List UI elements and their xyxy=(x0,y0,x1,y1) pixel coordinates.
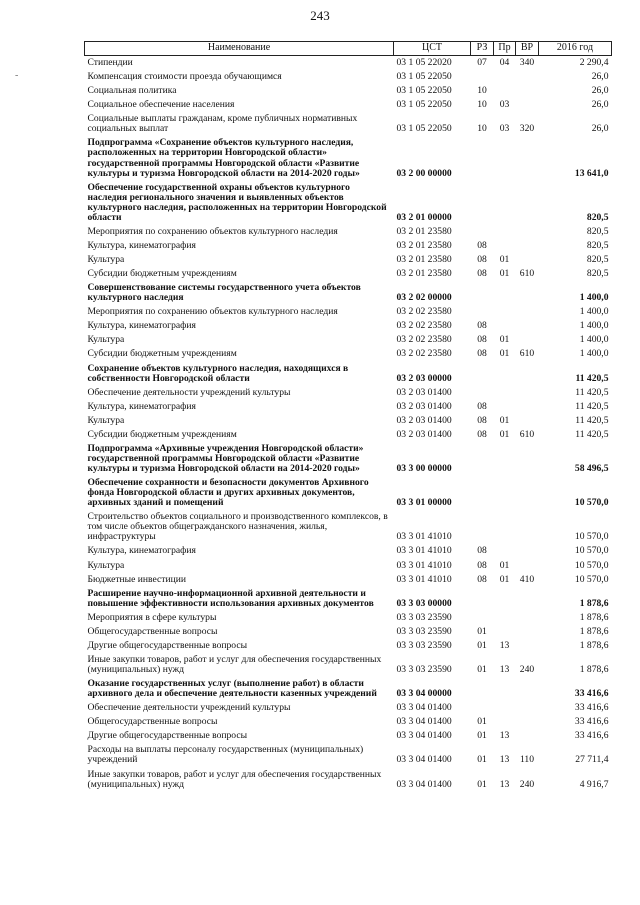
row-vr xyxy=(516,84,539,98)
page-number: 243 xyxy=(310,8,330,23)
row-vr xyxy=(516,333,539,347)
row-pr xyxy=(494,715,516,729)
row-pr xyxy=(494,677,516,701)
table-row xyxy=(85,625,612,639)
row-code: 03 2 01 23580 xyxy=(396,239,452,251)
table-row xyxy=(85,587,612,611)
row-amount: 11 420,5 xyxy=(575,372,609,384)
row-code: 03 3 01 00000 xyxy=(396,497,452,509)
row-amount: 26,0 xyxy=(591,85,609,97)
row-code: 03 3 03 23590 xyxy=(396,611,452,623)
row-pr xyxy=(494,400,516,414)
table-row xyxy=(85,70,612,84)
table-row xyxy=(85,225,612,239)
row-pr xyxy=(494,701,516,715)
row-amount: 11 420,5 xyxy=(575,414,609,426)
row-code: 03 3 01 41010 xyxy=(396,559,452,571)
row-vr xyxy=(516,729,539,743)
row-name: Обеспечение деятельности учреждений культуры xyxy=(87,702,291,714)
row-name: Обеспечение сохранности и безопасности документов Архивного фонда Новгородской области и других архивных документов, архивных зданий и помещений xyxy=(87,477,369,509)
row-code: 03 1 05 22050 xyxy=(396,123,452,135)
row-vr xyxy=(516,136,539,180)
row-rz xyxy=(471,281,494,305)
table-row xyxy=(85,544,612,558)
row-rz xyxy=(471,225,494,239)
row-amount: 820,5 xyxy=(586,239,609,251)
row-name: Иные закупки товаров, работ и услуг для обеспечения государственных (муниципальных) нужд xyxy=(87,768,382,790)
row-vr xyxy=(516,544,539,558)
row-amount: 26,0 xyxy=(591,99,609,111)
row-vr xyxy=(516,639,539,653)
row-pr xyxy=(494,625,516,639)
row-code: 03 3 04 01400 xyxy=(396,778,452,790)
row-name: Компенсация стоимости проезда обучающимся xyxy=(87,71,282,83)
table-row xyxy=(85,253,612,267)
row-code: 03 2 03 01400 xyxy=(396,386,452,398)
table-row xyxy=(85,701,612,715)
row-pr: 01 xyxy=(499,334,510,346)
table-row xyxy=(85,84,612,98)
table-row xyxy=(85,768,612,792)
row-rz: 01 xyxy=(477,625,487,637)
row-rz: 08 xyxy=(477,545,487,557)
row-vr xyxy=(516,611,539,625)
row-rz: 10 xyxy=(477,123,487,135)
table-row xyxy=(85,573,612,587)
row-amount: 820,5 xyxy=(586,211,609,223)
row-name: Социальные выплаты гражданам, кроме публичных нормативных социальных выплат xyxy=(87,113,358,135)
row-pr: 03 xyxy=(499,123,510,135)
row-rz: 08 xyxy=(477,320,487,332)
row-rz: 08 xyxy=(477,334,487,346)
row-vr: 610 xyxy=(519,268,535,280)
row-vr xyxy=(516,253,539,267)
row-rz: 08 xyxy=(477,414,487,426)
table-row xyxy=(85,715,612,729)
row-pr: 01 xyxy=(499,559,510,571)
row-vr xyxy=(516,305,539,319)
row-vr xyxy=(516,559,539,573)
row-rz: 08 xyxy=(477,268,487,280)
row-rz xyxy=(471,305,494,319)
row-pr xyxy=(494,225,516,239)
row-code: 03 3 04 01400 xyxy=(396,754,452,766)
table-row xyxy=(85,559,612,573)
row-pr: 04 xyxy=(499,57,510,68)
row-code: 03 2 03 00000 xyxy=(396,372,452,384)
table-row xyxy=(85,362,612,386)
row-rz xyxy=(471,362,494,386)
table-row xyxy=(85,743,612,767)
row-pr xyxy=(494,544,516,558)
row-code: 03 1 05 22050 xyxy=(396,85,452,97)
margin-mark: - xyxy=(15,70,19,81)
row-pr: 01 xyxy=(499,573,510,585)
row-vr xyxy=(516,181,539,225)
row-pr: 13 xyxy=(499,778,510,790)
row-code: 03 1 05 22050 xyxy=(396,71,452,83)
row-pr xyxy=(494,181,516,225)
row-vr xyxy=(516,362,539,386)
row-pr: 03 xyxy=(499,99,510,111)
table-row xyxy=(85,267,612,281)
table-row xyxy=(85,112,612,136)
row-amount: 1 878,6 xyxy=(579,639,609,651)
table-body xyxy=(85,56,612,792)
row-rz: 01 xyxy=(477,664,487,675)
row-rz: 08 xyxy=(477,254,487,265)
table-row xyxy=(85,677,612,701)
row-pr xyxy=(494,442,516,476)
header-pr: Пр xyxy=(494,42,516,56)
row-amount: 1 400,0 xyxy=(579,320,609,332)
row-amount: 4 916,7 xyxy=(579,778,609,790)
row-name: Бюджетные инвестиции xyxy=(87,573,186,585)
table-row xyxy=(85,56,612,71)
row-rz: 01 xyxy=(477,778,487,790)
row-amount: 10 570,0 xyxy=(574,545,609,557)
row-vr xyxy=(516,701,539,715)
row-name: Стипендии xyxy=(87,57,133,68)
row-amount: 33 416,6 xyxy=(574,730,609,742)
row-name: Другие общегосударственные вопросы xyxy=(87,639,248,651)
row-rz: 10 xyxy=(477,99,487,111)
row-code: 03 2 01 00000 xyxy=(396,211,452,223)
row-vr xyxy=(516,442,539,476)
row-rz xyxy=(471,386,494,400)
row-code: 03 3 01 41010 xyxy=(396,531,452,543)
table-row xyxy=(85,414,612,428)
row-code: 03 3 04 01400 xyxy=(396,702,452,714)
row-rz xyxy=(471,181,494,225)
row-pr xyxy=(494,70,516,84)
row-name: Культура, кинематография xyxy=(87,545,196,557)
row-code: 03 2 01 23580 xyxy=(396,225,452,237)
row-name: Культура xyxy=(87,254,125,265)
row-vr xyxy=(516,715,539,729)
table-row xyxy=(85,98,612,112)
row-name: Социальное обеспечение населения xyxy=(87,99,235,111)
row-code: 03 2 01 23580 xyxy=(396,268,452,280)
row-pr: 01 xyxy=(499,348,510,360)
row-amount: 27 711,4 xyxy=(575,754,609,766)
row-name: Совершенствование системы государственного учета объектов культурного наследия xyxy=(87,282,361,304)
table-row xyxy=(85,281,612,305)
budget-table xyxy=(84,41,612,792)
row-name: Культура, кинематография xyxy=(87,320,196,332)
table-row xyxy=(85,347,612,361)
row-amount: 1 878,6 xyxy=(579,664,609,675)
row-vr: 240 xyxy=(519,664,535,675)
table-row xyxy=(85,510,612,544)
table-row xyxy=(85,305,612,319)
row-code: 03 3 04 01400 xyxy=(396,716,452,728)
row-amount: 11 420,5 xyxy=(575,386,609,398)
row-pr xyxy=(494,587,516,611)
row-rz xyxy=(471,510,494,544)
row-vr: 610 xyxy=(519,348,535,360)
row-amount: 33 416,6 xyxy=(574,688,609,700)
row-name: Расширение научно-информационной архивной деятельности и повышение эффективности использования архивных документов xyxy=(87,587,374,609)
row-rz xyxy=(471,476,494,510)
row-rz: 01 xyxy=(477,639,487,651)
row-amount: 10 570,0 xyxy=(574,497,609,509)
row-pr: 13 xyxy=(499,730,510,742)
row-pr xyxy=(494,611,516,625)
table-row xyxy=(85,239,612,253)
row-rz: 08 xyxy=(477,428,487,440)
table-row xyxy=(85,611,612,625)
row-name: Иные закупки товаров, работ и услуг для обеспечения государственных (муниципальных) нужд xyxy=(87,653,382,675)
row-pr xyxy=(494,319,516,333)
row-name: Подпрограмма «Архивные учреждения Новгородской области» государственной программы Новгородской области «Развитие культуры и туризма Новгородской области на 2014-2020 годы» xyxy=(87,442,364,474)
row-amount: 1 400,0 xyxy=(579,348,609,360)
row-rz xyxy=(471,701,494,715)
row-code: 03 2 00 00000 xyxy=(396,167,452,179)
header-code: ЦСТ xyxy=(394,42,471,56)
row-pr: 01 xyxy=(499,254,510,265)
row-vr xyxy=(516,587,539,611)
row-rz: 01 xyxy=(477,754,487,766)
row-rz: 08 xyxy=(477,400,487,412)
row-name: Подпрограмма «Сохранение объектов культурного наследия, расположенных на территории Новгородской области» государственной программы Новгородской области «Развитие культуры и туризма Новгородской области на 2014-2020 годы» xyxy=(87,137,360,179)
row-rz xyxy=(471,587,494,611)
row-name: Культура, кинематография xyxy=(87,400,196,412)
row-pr xyxy=(494,281,516,305)
row-amount: 10 570,0 xyxy=(574,573,609,585)
row-rz xyxy=(471,611,494,625)
table-row xyxy=(85,639,612,653)
row-name: Культура xyxy=(87,414,125,426)
row-code: 03 2 03 01400 xyxy=(396,428,452,440)
row-vr xyxy=(516,281,539,305)
row-vr xyxy=(516,677,539,701)
row-amount: 820,5 xyxy=(586,254,609,265)
row-amount: 26,0 xyxy=(591,71,609,83)
row-name: Общегосударственные вопросы xyxy=(87,625,218,637)
row-code: 03 2 03 01400 xyxy=(396,414,452,426)
row-name: Культура xyxy=(87,334,125,346)
row-amount: 820,5 xyxy=(586,268,609,280)
row-amount: 10 570,0 xyxy=(574,531,609,543)
row-code: 03 2 02 00000 xyxy=(396,292,452,304)
row-amount: 1 400,0 xyxy=(579,306,609,318)
row-pr xyxy=(494,84,516,98)
row-rz: 10 xyxy=(477,85,487,97)
row-vr: 110 xyxy=(519,754,535,766)
row-code: 03 2 02 23580 xyxy=(396,320,452,332)
header-vr: ВР xyxy=(516,42,539,56)
table-row xyxy=(85,333,612,347)
row-pr: 01 xyxy=(499,268,510,280)
row-pr: 13 xyxy=(499,754,510,766)
row-code: 03 2 02 23580 xyxy=(396,348,452,360)
table-row xyxy=(85,428,612,442)
row-vr: 320 xyxy=(519,123,535,135)
row-code: 03 2 01 23580 xyxy=(396,254,452,265)
row-rz xyxy=(471,442,494,476)
row-name: Мероприятия в сфере культуры xyxy=(87,611,217,623)
row-amount: 10 570,0 xyxy=(574,559,609,571)
row-rz: 01 xyxy=(477,730,487,742)
row-pr xyxy=(494,362,516,386)
row-pr xyxy=(494,305,516,319)
row-pr xyxy=(494,476,516,510)
row-pr xyxy=(494,239,516,253)
table-row xyxy=(85,136,612,180)
row-amount: 1 878,6 xyxy=(579,625,609,637)
table-row xyxy=(85,476,612,510)
row-vr xyxy=(516,239,539,253)
row-vr xyxy=(516,400,539,414)
row-code: 03 3 03 23590 xyxy=(396,639,452,651)
row-vr xyxy=(516,98,539,112)
row-pr xyxy=(494,386,516,400)
row-amount: 1 400,0 xyxy=(579,292,609,304)
row-amount: 33 416,6 xyxy=(574,716,609,728)
row-rz: 08 xyxy=(477,239,487,251)
row-pr xyxy=(494,136,516,180)
table-row xyxy=(85,386,612,400)
row-vr: 610 xyxy=(519,428,535,440)
row-vr: 410 xyxy=(519,573,535,585)
row-rz: 08 xyxy=(477,348,487,360)
row-amount: 1 878,6 xyxy=(579,597,609,609)
row-amount: 58 496,5 xyxy=(574,463,609,474)
row-name: Социальная политика xyxy=(87,85,177,97)
row-name: Субсидии бюджетным учреждениям xyxy=(87,268,237,280)
row-amount: 1 878,6 xyxy=(579,611,609,623)
header-amount: 2016 год xyxy=(539,42,612,56)
row-code: 03 2 03 01400 xyxy=(396,400,452,412)
row-vr xyxy=(516,414,539,428)
row-name: Сохранение объектов культурного наследия, находящихся в собственности Новгородской области xyxy=(87,362,349,384)
row-name: Субсидии бюджетным учреждениям xyxy=(87,348,237,360)
table-row xyxy=(85,400,612,414)
row-rz xyxy=(471,70,494,84)
row-amount: 26,0 xyxy=(591,123,609,135)
row-pr: 13 xyxy=(499,639,510,651)
row-name: Другие общегосударственные вопросы xyxy=(87,730,248,742)
row-vr: 240 xyxy=(519,778,535,790)
row-name: Общегосударственные вопросы xyxy=(87,716,218,728)
table-row xyxy=(85,181,612,225)
row-code: 03 2 02 23580 xyxy=(396,306,452,318)
row-code: 03 3 04 00000 xyxy=(396,688,452,700)
row-pr: 13 xyxy=(499,664,510,675)
table-row xyxy=(85,653,612,677)
row-pr: 01 xyxy=(499,414,510,426)
row-vr xyxy=(516,225,539,239)
row-code: 03 1 05 22020 xyxy=(396,57,452,68)
row-amount: 820,5 xyxy=(586,225,609,237)
table-row xyxy=(85,319,612,333)
row-rz xyxy=(471,136,494,180)
row-pr xyxy=(494,510,516,544)
row-amount: 33 416,6 xyxy=(574,702,609,714)
header-name: Наименование xyxy=(85,42,394,56)
row-code: 03 3 01 41010 xyxy=(396,545,452,557)
row-vr xyxy=(516,319,539,333)
table-row xyxy=(85,729,612,743)
row-name: Субсидии бюджетным учреждениям xyxy=(87,428,237,440)
row-name: Строительство объектов социального и производственного комплексов, в том числе объектов общегражданского назначения, жилья, инфраструктуры xyxy=(87,511,388,543)
row-vr xyxy=(516,70,539,84)
row-rz: 08 xyxy=(477,573,487,585)
row-code: 03 3 00 00000 xyxy=(396,463,452,474)
row-vr: 340 xyxy=(519,57,535,68)
row-amount: 13 641,0 xyxy=(574,167,609,179)
row-code: 03 2 02 23580 xyxy=(396,334,452,346)
row-amount: 11 420,5 xyxy=(575,400,609,412)
row-code: 03 3 01 41010 xyxy=(396,573,452,585)
row-vr xyxy=(516,625,539,639)
table-header-row xyxy=(85,42,612,56)
row-pr: 01 xyxy=(499,428,510,440)
row-name: Обеспечение государственной охраны объектов культурного наследия регионального значения и выявленных объектов культурного наследия, расположенных на территории Новгородской области xyxy=(87,181,387,223)
row-code: 03 3 04 01400 xyxy=(396,730,452,742)
row-vr xyxy=(516,510,539,544)
row-amount: 1 400,0 xyxy=(579,334,609,346)
row-amount: 2 290,4 xyxy=(579,57,609,68)
row-code: 03 3 03 23590 xyxy=(396,664,452,675)
header-rz: РЗ xyxy=(471,42,494,56)
row-code: 03 3 03 00000 xyxy=(396,597,452,609)
row-rz: 07 xyxy=(477,57,487,68)
row-name: Культура, кинематография xyxy=(87,239,196,251)
row-name: Обеспечение деятельности учреждений культуры xyxy=(87,386,291,398)
row-code: 03 1 05 22050 xyxy=(396,99,452,111)
row-code: 03 3 03 23590 xyxy=(396,625,452,637)
row-name: Мероприятия по сохранению объектов культурного наследия xyxy=(87,306,338,318)
row-rz xyxy=(471,677,494,701)
row-rz: 01 xyxy=(477,716,487,728)
row-amount: 11 420,5 xyxy=(575,428,609,440)
row-vr xyxy=(516,386,539,400)
row-name: Мероприятия по сохранению объектов культурного наследия xyxy=(87,225,338,237)
row-rz: 08 xyxy=(477,559,487,571)
row-name: Культура xyxy=(87,559,125,571)
row-name: Расходы на выплаты персоналу государственных (муниципальных) учреждений xyxy=(87,744,364,766)
row-name: Оказание государственных услуг (выполнение работ) в области архивного дела и обеспечение деятельности казенных учреждений xyxy=(87,678,377,700)
row-vr xyxy=(516,476,539,510)
table-row xyxy=(85,442,612,476)
